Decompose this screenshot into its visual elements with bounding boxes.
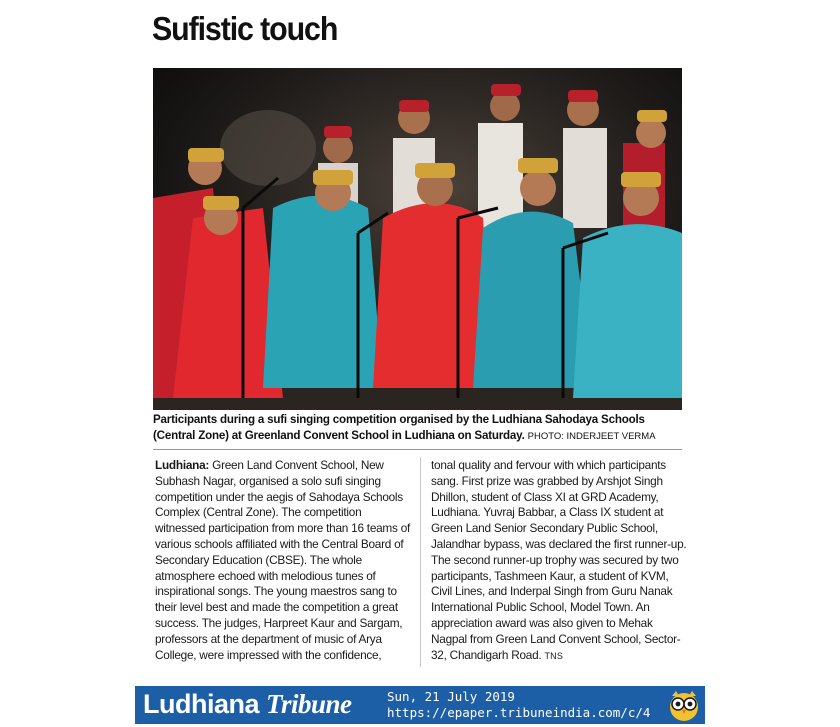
dateline: Ludhiana: xyxy=(155,458,210,472)
masthead-paper: Tribune xyxy=(266,689,352,719)
agency-credit: TNS xyxy=(544,650,564,661)
photo-credit: PHOTO: INDERJEET VERMA xyxy=(527,431,656,442)
photo-caption xyxy=(153,412,688,445)
article-column-2 xyxy=(431,458,689,664)
caption-text: Participants during a sufi singing competition organised by the Ludhiana Sahodaya Schools (Central Zone) at Greenland Convent School in Ludhiana on Saturday. xyxy=(153,413,645,442)
headline: Sufistic touch xyxy=(152,10,338,47)
column-2-text: tonal quality and fervour with which participants sang. First prize was grabbed by Arshjot Singh Dhillon, student of Class XI at GRD Academy, Ludhiana. Yuvraj Babbar, a Class IX student at Green Land Senior Secondary Public School, Jalandhar bypass, was declared the first runner-up. The second runner-up trophy was secured by two participants, Tashmeen Kaur, a student of KVM, Civil Lines, and Inderpal Singh from Guru Nanak International Public School, Model Town. An appreciation award was also given to Mehak Nagpal from Green Land Convent School, Sector-32, Chandigarh Road. xyxy=(431,458,687,662)
sufi-performers-photo xyxy=(153,68,682,410)
owl-icon xyxy=(667,688,701,727)
masthead[interactable] xyxy=(143,689,352,720)
article-photo xyxy=(153,68,682,410)
masthead-city: Ludhiana xyxy=(143,689,259,719)
footer-meta xyxy=(387,689,650,721)
epaper-footer xyxy=(135,686,705,724)
column-1-text: Green Land Convent School, New Subhash Nagar, organised a solo sufi singing competition under the aegis of Sahodaya Schools Complex (Central Zone). The competition witnessed participation from more than 16 teams of various schools affiliated with the Central Board of Secondary Education (CBSE). The whole atmosphere echoed with melodious tunes of inspirational songs. The young maestros sang to their level best and made the competition a great success. The judges, Harpreet Kaur and Sargam, professors at the department of music of Arya College, were impressed with the confidence, xyxy=(155,458,411,662)
article-column-1 xyxy=(155,458,413,663)
section-divider xyxy=(153,449,682,450)
column-divider xyxy=(420,457,421,667)
epaper-url[interactable]: https://epaper.tribuneindia.com/c/4 xyxy=(387,705,651,720)
edition-date: Sun, 21 July 2019 xyxy=(387,689,515,704)
